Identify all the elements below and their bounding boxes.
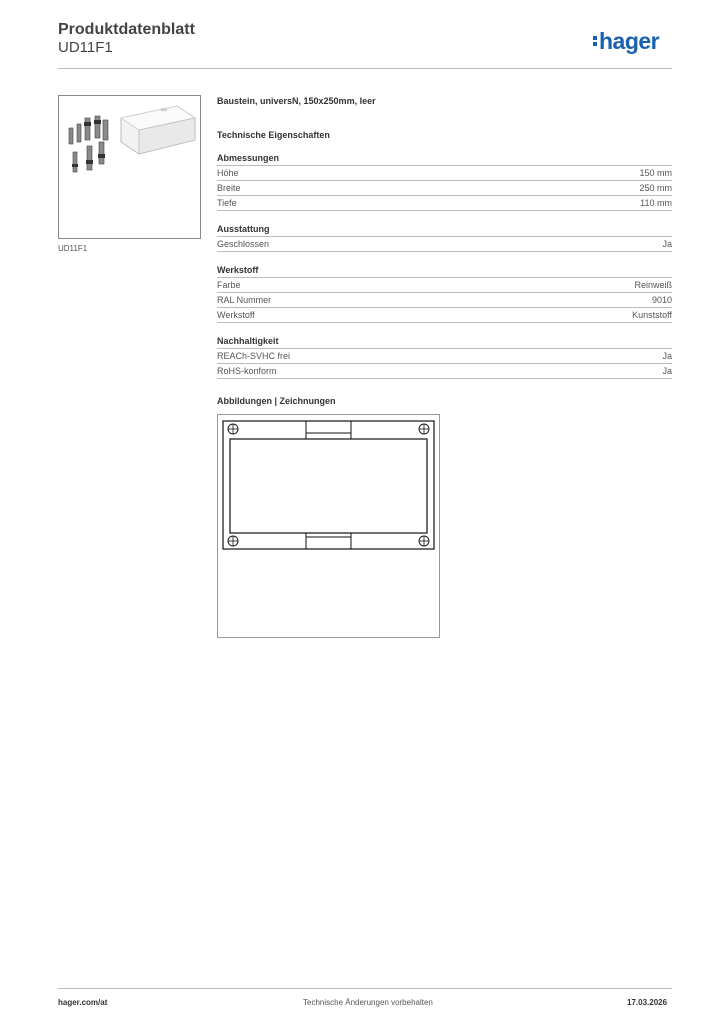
spec-row (217, 196, 672, 211)
footer-website-link[interactable]: hager.com/at (58, 998, 108, 1007)
spec-value: 250 mm (639, 183, 672, 193)
spec-group-title: Werkstoff (217, 265, 672, 278)
spec-row (217, 364, 672, 379)
enclosure-front-drawing (218, 415, 439, 637)
spec-row (217, 181, 672, 196)
spec-group-sustainability (217, 336, 672, 379)
product-description: Baustein, universN, 150x250mm, leer (217, 96, 376, 106)
spec-value: Reinweiß (634, 280, 672, 290)
footer-notice: Technische Änderungen vorbehalten (303, 998, 433, 1007)
spec-label: Breite (217, 183, 241, 193)
footer-divider (58, 988, 672, 989)
spec-row (217, 293, 672, 308)
spec-row (217, 308, 672, 323)
spec-group-title: Nachhaltigkeit (217, 336, 672, 349)
logo-dots-icon (593, 34, 597, 48)
logo-text: hager (599, 28, 660, 54)
spec-label: Tiefe (217, 198, 237, 208)
spec-value: 150 mm (639, 168, 672, 178)
spec-label: RAL Nummer (217, 295, 272, 305)
spec-group-material (217, 265, 672, 323)
technical-drawing (217, 414, 440, 638)
spec-label: Werkstoff (217, 310, 255, 320)
spec-label: Farbe (217, 280, 241, 290)
spec-label: REACh-SVHC frei (217, 351, 291, 361)
product-image (58, 95, 201, 239)
header-divider (58, 68, 672, 69)
spec-value: Ja (662, 351, 672, 361)
spec-value: 9010 (651, 295, 672, 305)
image-caption: UD11F1 (58, 244, 88, 253)
spec-group-title: Ausstattung (217, 224, 672, 237)
spec-label: Geschlossen (217, 239, 270, 249)
spec-label: Höhe (217, 168, 239, 178)
hager-logo (593, 28, 659, 55)
specs-section-title: Technische Eigenschaften (217, 130, 330, 140)
spec-value: Kunststoff (632, 310, 672, 320)
spec-row (217, 237, 672, 252)
spec-row (217, 166, 672, 181)
spec-value: Ja (662, 239, 672, 249)
spec-row (217, 349, 672, 364)
product-code: UD11F1 (58, 39, 113, 56)
product-photo-illustration (59, 96, 200, 238)
footer-date: 17.03.2026 (627, 998, 668, 1007)
spec-row (217, 278, 672, 293)
spec-group-equipment (217, 224, 672, 252)
spec-group-title: Abmessungen (217, 153, 672, 166)
drawings-title: Abbildungen | Zeichnungen (217, 396, 336, 406)
spec-group-dimensions (217, 153, 672, 211)
spec-label: RoHS-konform (217, 366, 277, 376)
page-title: Produktdatenblatt (58, 21, 195, 38)
spec-value: 110 mm (640, 198, 672, 208)
specs-panel (217, 96, 672, 392)
spec-value: Ja (662, 366, 672, 376)
